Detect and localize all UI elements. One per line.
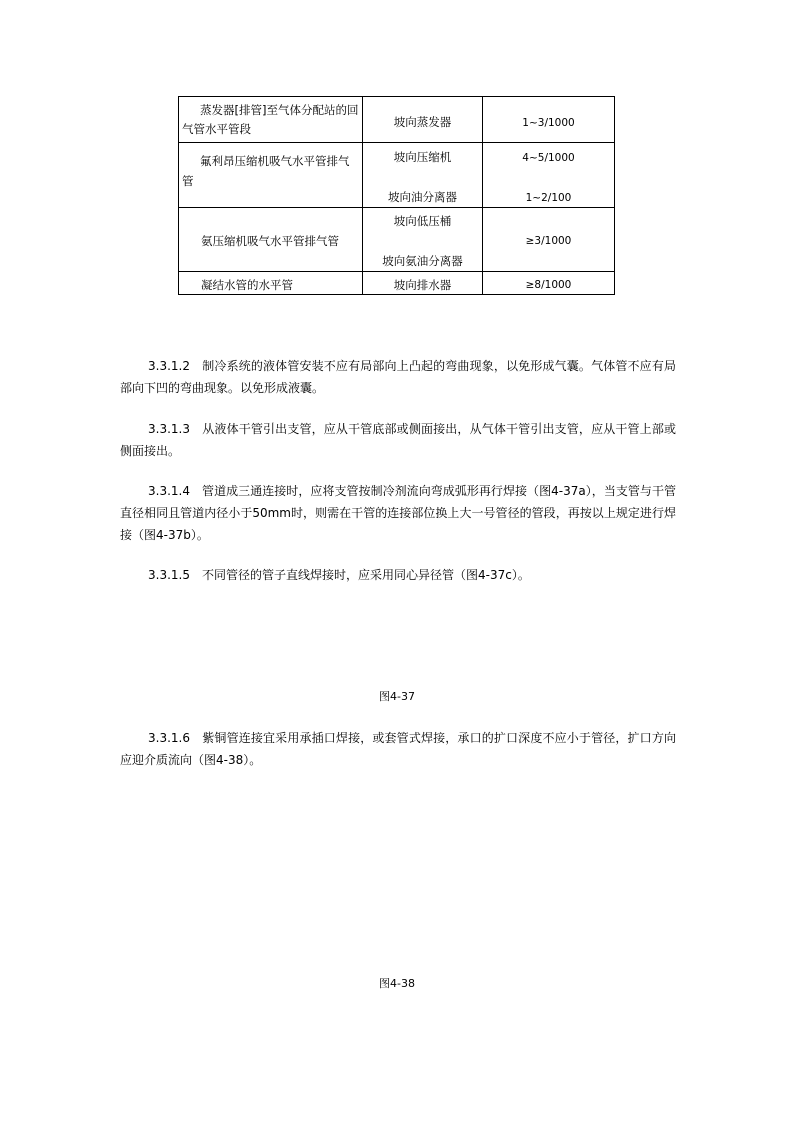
direction-text: 坡向压缩机 (393, 150, 452, 164)
direction-cell (363, 143, 483, 208)
table-row (179, 97, 615, 143)
slope-cell (483, 208, 615, 272)
slope-value: 4~5/1000 (522, 152, 575, 164)
paragraph-3-3-1-5: 3.3.1.5 不同管径的管子直线焊接时，应采用同心异径管（图4-37c）。 (148, 568, 530, 582)
direction-text: 坡向氨油分离器 (382, 254, 463, 268)
pipe-name: 凝结水管的水平管 (201, 278, 293, 292)
slope-cell (483, 272, 615, 295)
paragraph-3-3-1-4: 3.3.1.4 管道成三通连接时，应将支管按制冷剂流向弯成弧形再行焊接（图4-37a），当支管与干管直径相同且管道内径小于50mm时，则需在干管的连接部位换上大一号管径的管段，再按以上规定进行焊接（图4-37b）。 (120, 484, 676, 542)
table-row (179, 143, 615, 208)
pipe-cell (179, 208, 363, 272)
figure-caption-4-38: 图4-38 (379, 977, 415, 990)
slope-value: 1~2/100 (525, 192, 572, 204)
pipe-name: 氨压缩机吸气水平管排气管 (201, 234, 339, 248)
slope-cell (483, 143, 615, 208)
direction-cell (363, 272, 483, 295)
table-row (179, 272, 615, 295)
figure-caption-4-37: 图4-37 (379, 690, 415, 703)
table-row (179, 208, 615, 272)
pipe-cell (179, 272, 363, 295)
pipe-cell (179, 143, 363, 208)
pipe-slope-table (178, 96, 615, 295)
direction-text: 坡向低压桶 (393, 214, 452, 228)
pipe-name: 氟利昂压缩机吸气水平管排气管 (182, 154, 350, 188)
direction-text: 坡向油分离器 (388, 190, 457, 204)
pipe-cell (179, 97, 363, 143)
direction-cell (363, 208, 483, 272)
slope-value: ≥3/1000 (525, 235, 572, 247)
slope-value: ≥8/1000 (525, 279, 572, 291)
direction-text: 坡向排水器 (393, 278, 452, 292)
slope-value: 1~3/1000 (522, 117, 575, 129)
slope-cell (483, 97, 615, 143)
paragraph-3-3-1-2: 3.3.1.2 制冷系统的液体管安装不应有局部向上凸起的弯曲现象，以免形成气囊。气体管不应有局部向下凹的弯曲现象。以免形成液囊。 (120, 359, 676, 395)
paragraph-3-3-1-6: 3.3.1.6 紫铜管连接宜采用承插口焊接，或套管式焊接，承口的扩口深度不应小于管径，扩口方向应迎介质流向（图4-38）。 (120, 731, 676, 767)
pipe-name: 蒸发器[排管]至气体分配站的回气管水平管段 (182, 103, 359, 136)
paragraph-3-3-1-3: 3.3.1.3 从液体干管引出支管，应从干管底部或侧面接出，从气体干管引出支管，应从干管上部或侧面接出。 (120, 422, 676, 458)
direction-cell (363, 97, 483, 143)
direction-text: 坡向蒸发器 (393, 115, 452, 129)
